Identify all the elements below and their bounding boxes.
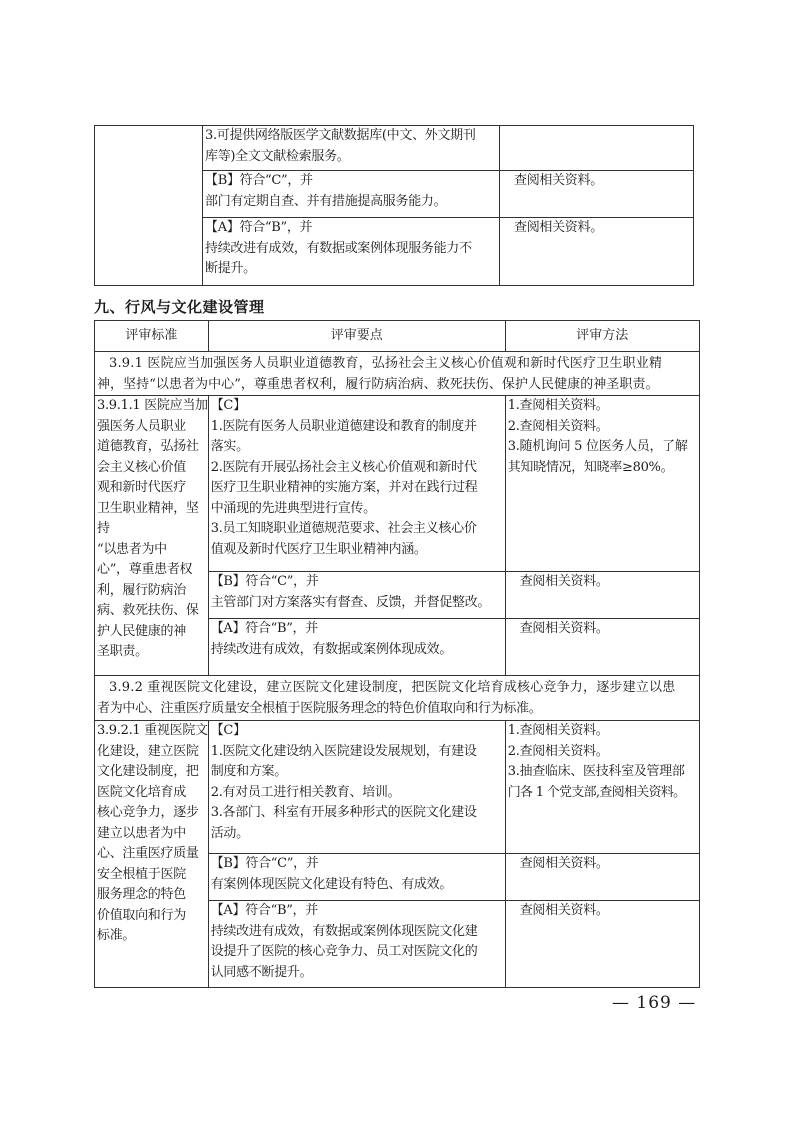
text-line: 持续改进有成效，有数据或案例体现医院文化建 — [210, 923, 478, 939]
points-cell — [208, 572, 505, 619]
text-line: 服务理念的特色 — [97, 887, 186, 902]
method-cell — [505, 619, 699, 676]
text-line: “以患者为中 — [97, 541, 167, 557]
method-cell — [505, 721, 699, 854]
page-number: — 169 — — [612, 993, 697, 1013]
points-cell — [203, 171, 500, 218]
text-line: 心”，尊重患者权 — [97, 562, 193, 577]
text-line: 【A】符合“B”，并 — [205, 220, 313, 235]
text-line: 查阅相关资料。 — [519, 574, 609, 589]
method-cell — [505, 396, 699, 572]
text-line: 医疗卫生职业精神的实施方案，并对在践行过程 — [210, 480, 478, 495]
points-cell — [208, 854, 505, 901]
text-line: 查阅相关资料。 — [514, 220, 603, 235]
text-line: 【A】符合“B”，并 — [210, 621, 318, 636]
text-line: 持续改进有成效，有数据或案例体现服务能力不 — [205, 240, 472, 256]
text-line: 医院文化培育成 — [97, 784, 186, 800]
text-line: 3.各部门、科室有开展多种形式的医院文化建设 — [210, 805, 477, 820]
text-line: 者为中心、注重医疗质量安全根植于医院服务理念的特色价值取向和行为标准。 — [97, 700, 542, 716]
standard-cell — [95, 721, 209, 988]
text-line: 神，坚持“以患者为中心”，尊重患者权利，履行防病治病、救死扶伤、保护人民健康的神圣职责。 — [97, 376, 659, 392]
text-line: 3.员工知晓职业道德规范要求、社会主义核心价 — [210, 521, 477, 536]
header-points: 评审要点 — [208, 321, 505, 352]
section-text — [95, 352, 700, 396]
method-cell — [505, 572, 699, 619]
text-line: 持 — [97, 521, 110, 536]
points-cell — [208, 619, 505, 676]
text-line: 1.医院文化建设纳入医院建设发展规划，有建设 — [210, 743, 477, 759]
text-line: 2.医院有开展弘扬社会主义核心价值观和新时代 — [210, 459, 477, 475]
text-line: 【C】 — [210, 723, 246, 738]
text-line: 【C】 — [210, 398, 246, 413]
text-line: 门各 1 个党支部,查阅相关资料。 — [507, 784, 686, 800]
text-line: 3.可提供网络版医学文献数据库(中文、外文期刊 — [205, 128, 476, 143]
text-line: 1.医院有医务人员职业道德建设和教育的制度并 — [210, 418, 477, 434]
text-line: 3.抽查临床、医技科室及管理部 — [507, 764, 685, 779]
text-line: 3.9.2 重视医院文化建设，建立医院文化建设制度，把医院文化培育成核心竞争力，逐步建立以患 — [109, 680, 676, 695]
text-line: 落实。 — [210, 439, 249, 454]
text-line: 活动。 — [210, 825, 249, 841]
text-line: 1.查阅相关资料。 — [507, 723, 609, 738]
text-line: 心、注重医疗质量 — [97, 846, 199, 861]
points-cell — [208, 721, 505, 854]
text-line: 会主义核心价值 — [97, 459, 186, 475]
table-row — [95, 126, 694, 171]
text-line: 圣职责。 — [97, 644, 148, 659]
continuation-table — [94, 125, 694, 286]
table-row — [95, 396, 700, 572]
text-line: 3.9.2.1 重视医院文 — [97, 723, 208, 738]
standard-cell — [95, 126, 203, 286]
text-line: 有案例体现医院文化建设有特色、有成效。 — [210, 876, 453, 892]
method-cell — [505, 901, 699, 988]
points-cell — [208, 396, 505, 572]
text-line: 认同感不断提升。 — [210, 964, 313, 980]
text-line: 卫生职业精神，坚 — [97, 500, 199, 516]
text-line: 其知晓情况，知晓率≥80%。 — [507, 459, 674, 475]
section-text — [95, 676, 700, 721]
text-line: 道德教育，弘扬社 — [97, 439, 199, 454]
text-line: 查阅相关资料。 — [519, 903, 609, 918]
text-line: 2.查阅相关资料。 — [507, 743, 609, 759]
text-line: 价值取向和行为 — [97, 907, 186, 923]
text-line: 部门有定期自查、并有措施提高服务能力。 — [205, 193, 447, 209]
text-line: 查阅相关资料。 — [519, 621, 609, 636]
method-cell — [500, 126, 694, 171]
text-line: 化建设，建立医院 — [97, 743, 199, 759]
section-row-3-9-1 — [95, 352, 700, 396]
text-line: 观和新时代医疗 — [97, 480, 186, 495]
points-cell — [203, 126, 500, 171]
text-line: 强医务人员职业 — [97, 418, 186, 434]
text-line: 3.9.1.1 医院应当加 — [97, 398, 208, 413]
table-row — [95, 721, 700, 854]
text-line: 安全根植于医院 — [97, 866, 186, 882]
text-line: 2.查阅相关资料。 — [507, 418, 609, 434]
text-line: 文化建设制度，把 — [97, 764, 199, 779]
text-line: 值观及新时代医疗卫生职业精神内涵。 — [210, 541, 427, 557]
points-cell — [203, 218, 500, 286]
method-cell — [500, 218, 694, 286]
text-line: 断提升。 — [205, 261, 256, 276]
text-line: 查阅相关资料。 — [519, 856, 609, 871]
text-line: 主管部门对方案落实有督查、反馈，并督促整改。 — [210, 594, 491, 610]
method-cell — [505, 854, 699, 901]
text-line: 护人民健康的神 — [97, 623, 186, 639]
section-heading: 九、行风与文化建设管理 — [94, 298, 265, 316]
method-cell — [500, 171, 694, 218]
text-line: 中涌现的先进典型进行宣传。 — [210, 500, 376, 516]
text-line: 核心竞争力，逐步 — [97, 805, 199, 820]
points-cell — [208, 901, 505, 988]
section-row-3-9-2 — [95, 676, 700, 721]
table-header-row — [95, 321, 700, 352]
text-line: 查阅相关资料。 — [514, 173, 603, 188]
text-line: 建立以患者为中 — [97, 825, 186, 841]
text-line: 2.有对员工进行相关教育、培训。 — [210, 784, 401, 800]
text-line: 利，履行防病治 — [97, 582, 186, 598]
text-line: 【A】符合“B”，并 — [210, 903, 318, 918]
standard-cell — [95, 396, 209, 676]
header-method: 评审方法 — [505, 321, 699, 352]
text-line: 3.9.1 医院应当加强医务人员职业道德教育，弘扬社会主义核心价值观和新时代医疗卫生职业精 — [109, 356, 663, 371]
text-line: 病、救死扶伤、保 — [97, 603, 199, 618]
text-line: 【B】符合“C”，并 — [210, 574, 319, 589]
header-standard: 评审标准 — [95, 321, 209, 352]
text-line: 标准。 — [97, 928, 136, 943]
text-line: 设提升了医院的核心竞争力、员工对医院文化的 — [210, 944, 478, 959]
text-line: 持续改进有成效，有数据或案例体现成效。 — [210, 641, 453, 657]
text-line: 制度和方案。 — [210, 764, 287, 779]
text-line: 【B】符合“C”，并 — [205, 173, 313, 188]
text-line: 3.随机询问 5 位医务人员，了解 — [507, 439, 688, 454]
text-line: 1.查阅相关资料。 — [507, 398, 609, 413]
text-line: 【B】符合“C”，并 — [210, 856, 319, 871]
evaluation-table — [94, 320, 700, 988]
text-line: 库等)全文文献检索服务。 — [205, 148, 350, 164]
